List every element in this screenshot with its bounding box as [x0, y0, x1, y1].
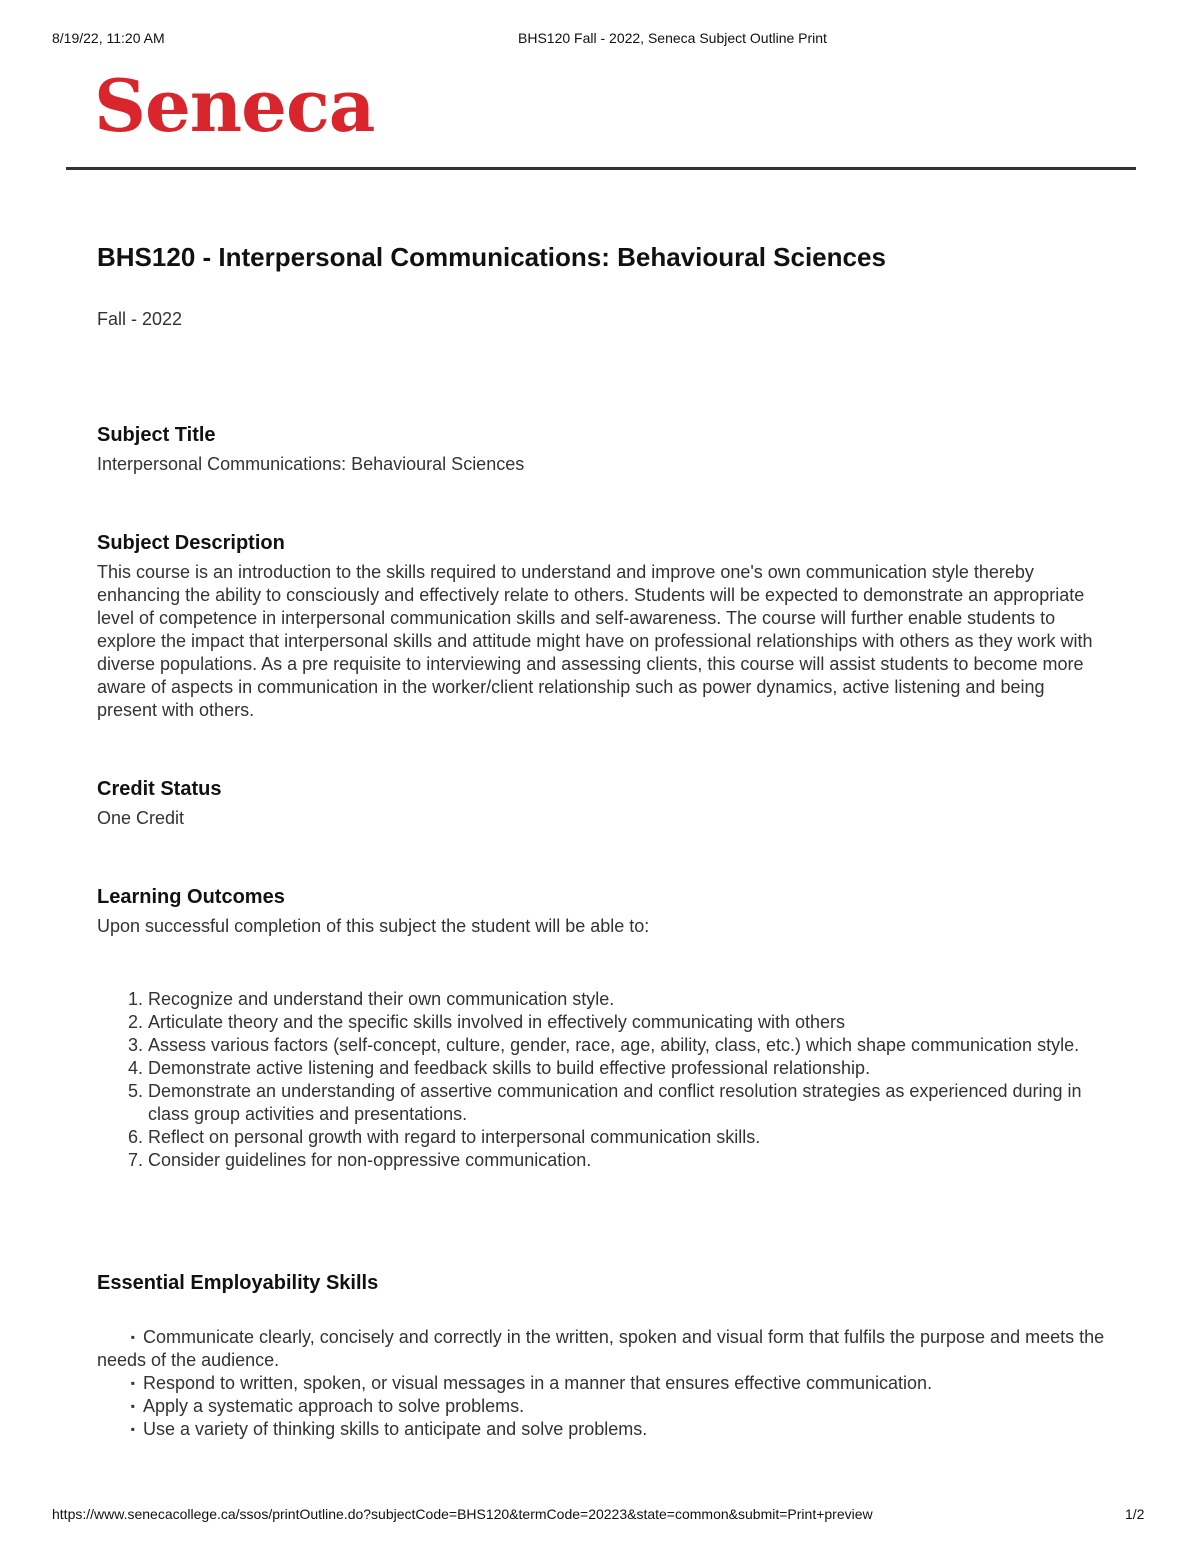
section-heading: Essential Employability Skills	[97, 1272, 379, 1294]
course-title: BHS120 - Interpersonal Communications: Behavioural Sciences	[97, 242, 886, 272]
subject-title-text: Interpersonal Communications: Behavioural Sciences	[97, 454, 525, 474]
list-item	[97, 1418, 1107, 1441]
credit-status-text: One Credit	[97, 808, 185, 828]
square-bullet-icon: ▪	[130, 1376, 135, 1390]
list-item: 3. Assess various factors (self-concept, culture, gender, race, age, ability, class, etc.) which shape communication style.	[148, 1034, 1107, 1057]
list-item-text: Use a variety of thinking skills to anticipate and solve problems.	[143, 1419, 648, 1439]
header-divider	[66, 167, 1136, 170]
subject-title-section	[97, 422, 1107, 476]
print-footer-page-number: 1/2	[1125, 1506, 1145, 1522]
list-item: 2. Articulate theory and the specific skills involved in effectively communicating with others	[148, 1011, 1107, 1034]
print-header-title: BHS120 Fall - 2022, Seneca Subject Outline Print	[518, 30, 827, 46]
subject-description-section	[97, 530, 1107, 722]
list-item	[97, 1326, 1107, 1372]
list-item	[97, 1372, 1107, 1395]
list-item: 7. Consider guidelines for non-oppressive communication.	[148, 1149, 1107, 1172]
learning-outcomes-list	[97, 988, 1107, 1172]
section-heading: Subject Title	[97, 424, 216, 446]
essential-skills-section	[97, 1270, 1107, 1441]
credit-status-section	[97, 776, 1107, 830]
learning-outcomes-section	[97, 884, 1107, 1172]
square-bullet-icon: ▪	[130, 1399, 135, 1413]
list-item-text: Apply a systematic approach to solve problems.	[143, 1396, 525, 1416]
essential-skills-list	[97, 1326, 1107, 1441]
seneca-logo: Seneca	[94, 63, 375, 148]
list-item: 5. Demonstrate an understanding of assertive communication and conflict resolution strategies as experienced during in class group activities and presentations.	[148, 1080, 1107, 1126]
list-item-text: Respond to written, spoken, or visual messages in a manner that ensures effective communication.	[143, 1373, 933, 1393]
square-bullet-icon: ▪	[130, 1330, 135, 1344]
course-term: Fall - 2022	[97, 309, 183, 329]
list-item: 1. Recognize and understand their own communication style.	[148, 988, 1107, 1011]
list-item: 6. Reflect on personal growth with regard to interpersonal communication skills.	[148, 1126, 1107, 1149]
section-heading: Credit Status	[97, 778, 222, 800]
print-header-datetime: 8/19/22, 11:20 AM	[52, 30, 165, 46]
subject-description-text: This course is an introduction to the skills required to understand and improve one's own communication style thereby enhancing the ability to consciously and effectively relate to others. Students will be expected to demonstrate an appropriate level of competence in interpersonal communication skills and self-awareness. The course will further enable students to explore the impact that interpersonal skills and attitude might have on professional relationships with others as they work with diverse populations. As a pre requisite to interviewing and assessing clients, this course will assist students to become more aware of aspects in communication in the worker/client relationship such as power dynamics, active listening and being present with others.	[97, 562, 1093, 720]
list-item	[97, 1395, 1107, 1418]
learning-outcomes-intro: Upon successful completion of this subject the student will be able to:	[97, 916, 650, 936]
subject-outline	[97, 240, 1107, 1441]
section-heading: Learning Outcomes	[97, 886, 285, 908]
print-footer-url: https://www.senecacollege.ca/ssos/printOutline.do?subjectCode=BHS120&termCode=20223&state=common&submit=Print+preview	[52, 1506, 873, 1522]
section-heading: Subject Description	[97, 532, 285, 554]
list-item: 4. Demonstrate active listening and feedback skills to build effective professional relationship.	[148, 1057, 1107, 1080]
list-item-text: Communicate clearly, concisely and correctly in the written, spoken and visual form that fulfils the purpose and meets the needs of the audience.	[97, 1327, 1105, 1370]
square-bullet-icon: ▪	[130, 1422, 135, 1436]
